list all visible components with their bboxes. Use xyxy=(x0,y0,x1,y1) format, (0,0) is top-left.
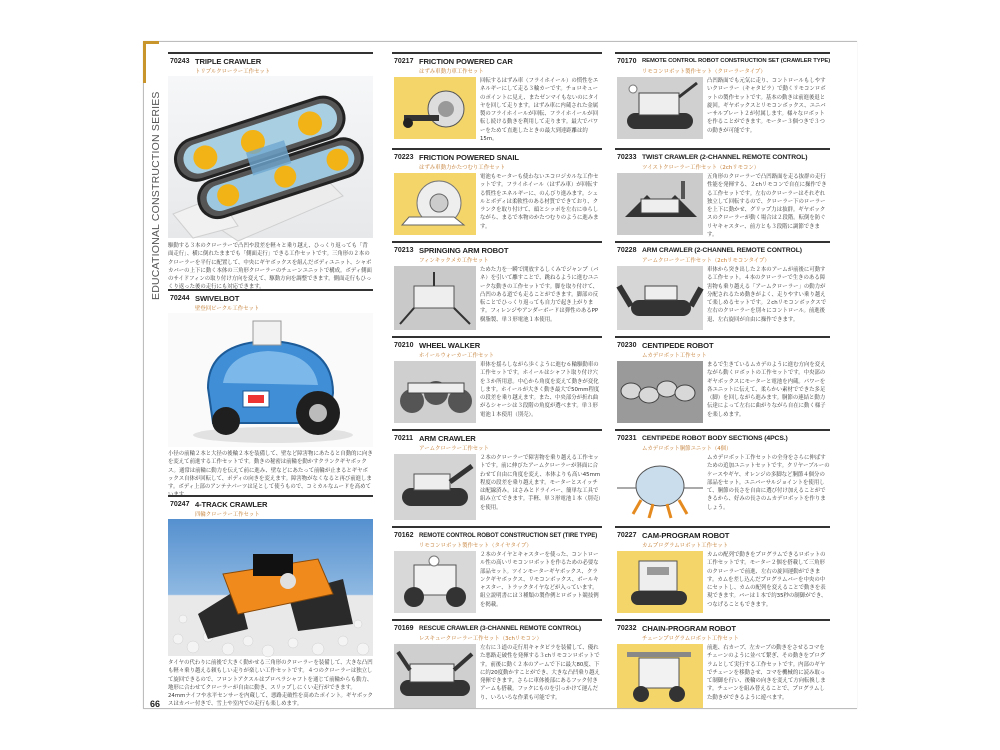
product-code: 70169 xyxy=(394,625,414,632)
product-description: 凸凹路面でも元気に走り、コントロールもしやすいクローラー（キャタピラ）で動くリモコンロボットの製作セットです。基本の動きは前進後退と旋回。ギヤボックスとリモコンボックス、ユニバーサルプレート２が付属します。様々なロボットを作ることができます。モーター３個つきで３つの動きが可能です。 xyxy=(707,78,826,134)
product-name: TWIST CRAWLER (2-CHANNEL REMOTE CONTROL) xyxy=(642,154,808,161)
product-subtitle: チェーンプログラムロボット工作セット xyxy=(642,636,739,642)
product-subtitle: ムカデロボット工作セット xyxy=(642,353,707,359)
product-name: ARM CRAWLER (2-CHANNEL REMOTE CONTROL) xyxy=(642,247,802,254)
product-code: 70210 xyxy=(394,342,414,349)
entry-header xyxy=(392,52,602,74)
product-code: 70223 xyxy=(394,154,414,161)
product-photo xyxy=(617,551,703,613)
product-subtitle: はずみ車動力かたつむり工作セット xyxy=(419,165,506,171)
entry-header xyxy=(392,526,602,548)
product-photo xyxy=(617,361,703,423)
entry-70247 xyxy=(168,495,373,708)
entry-70233 xyxy=(615,148,830,240)
product-photo xyxy=(617,266,703,330)
product-photo xyxy=(394,454,476,520)
product-code: 70227 xyxy=(617,532,637,539)
entry-70169 xyxy=(392,619,602,714)
product-description: ためた力を一瞬で開放するしくみでジャンプ（バネ）を引いて離すことで、跳ねるように進むユニークな動きの工作セットです。脚を取り付けて、凸凹のある道でも走ることができます。脚部の反転ことでひっくり返っても自力で起き上がります。フィレンジやアンダーボードは弾性のあるPP樹脂製、単３形電池１本使用。 xyxy=(480,267,599,323)
entry-header xyxy=(168,495,373,517)
product-code: 70162 xyxy=(394,532,414,539)
page-number: 66 xyxy=(150,699,161,709)
product-photo xyxy=(617,173,703,235)
product-photo xyxy=(617,454,703,520)
entry-header xyxy=(392,241,602,263)
product-subtitle: 四輪クローラー工作セット xyxy=(195,512,260,518)
entry-header xyxy=(615,52,830,74)
product-name: CENTIPEDE ROBOT BODY SECTIONS (4PCS.) xyxy=(642,435,788,442)
entry-70211 xyxy=(392,429,602,525)
product-photo xyxy=(617,77,703,139)
product-name: SWIVELBOT xyxy=(195,294,240,303)
entry-70162 xyxy=(392,526,602,618)
product-photo xyxy=(168,519,373,656)
product-photo xyxy=(617,644,703,708)
product-subtitle: アームクローラー工作セット xyxy=(419,446,489,452)
product-name: RESCUE CRAWLER (3-CHANNEL REMOTE CONTROL) xyxy=(419,625,581,632)
product-description: ２本のタイヤとキャスターを使った、コントロール性の高いリモコンロボットを作るための必要な部品セット。ツインモーターギヤボックス、クランクギヤボックス、リモコンボックス、ボールキャスター、トラックタイヤなどが入っています。組立説明書には３種類の製作例とロボット競技例を掲載。 xyxy=(480,552,599,608)
product-code: 70233 xyxy=(617,154,637,161)
product-description: 電池もモーターも使わないエコロジカルな工作セットです。フライホイール（はずみ車）が回転する慣性をエネルギーに、のんびり進みます。シェルとボディは柔軟性のある材質でできており、クランクを取り付けて、頭とシッポを左右にゆらしながら、まるで本物のかたつむりのように進みます。 xyxy=(480,174,599,230)
product-subtitle: トリプルクローラー工作セット xyxy=(195,69,271,75)
product-code: 70244 xyxy=(170,295,190,302)
product-name: WHEEL WALKER xyxy=(419,341,481,350)
product-subtitle: リモコンロボット製作セット（クローラータイプ） xyxy=(642,69,766,75)
product-code: 70170 xyxy=(617,58,637,65)
product-code: 70211 xyxy=(394,435,414,442)
product-subtitle: ホイールウォーカー工作セット xyxy=(419,353,495,359)
entry-header xyxy=(615,526,830,548)
product-photo xyxy=(168,313,373,447)
product-subtitle: レスキュークローラー工作セット（3chリモコン） xyxy=(419,636,542,642)
product-subtitle: ツイストクローラー工作セット（2chリモコン） xyxy=(642,165,760,171)
product-subtitle: リモコンロボット製作セット（タイヤタイプ） xyxy=(419,543,532,549)
product-code: 70213 xyxy=(394,247,414,254)
entry-header xyxy=(392,429,602,451)
product-description: 車体から突き出した２本のアームが前後に可動する工作セット。４本のクローラーで生きのある障害物も乗り越える「アームクローラー」の動力が分配されるため動きがよく、走りやすい乗り越えて楽しめるセットです。２chリモコンボックスで左右のクローラーを別々にコントロール。前進後退、左右旋回が自由に操作できます。 xyxy=(707,267,827,323)
product-photo xyxy=(394,644,476,708)
product-subtitle: ムカデロボット胴節ユニット（4個） xyxy=(642,446,732,452)
product-photo xyxy=(394,361,476,423)
entry-header xyxy=(392,148,602,170)
product-description: ムカデロボット工作セットの全身をさらに伸ばすための追加ユニットセットです。クリヤーブルーのケースやギヤ、オレンジの多脚など胴節４個分の部品をセット。ユニバーサルジョイントを使用して、胴節の長さを自由に選び付け加えることができるから、好みの長さのムカデロボットを作りましょう。 xyxy=(707,455,830,511)
product-name: CAM-PROGRAM ROBOT xyxy=(642,531,730,540)
product-name: REMOTE CONTROL ROBOT CONSTRUCTION SET (TIRE TYPE) xyxy=(419,532,598,539)
product-name: REMOTE CONTROL ROBOT CONSTRUCTION SET (CRAWLER TYPE) xyxy=(642,58,831,64)
entry-header xyxy=(615,241,830,263)
entry-70170 xyxy=(615,52,830,147)
entry-70213 xyxy=(392,241,602,335)
product-description: 小径の前輪２本と大径の後輪２本を装備して、壁など障害物にあたると自動的に向きを変えて前進する工作セットです。動きの秘密は前輪を動かすクランクギヤボックス。通常は前輪に動力を伝えて前に進み、壁などにあたって前輪が止まるとギヤボックス自体が回転して、ポディの向きを変えます。障害物がなくなると再び前進します。ボディ上部のアンテナパーツは足として使うもので、コミカルなムードを高めています。 xyxy=(168,451,373,499)
entry-header xyxy=(615,619,830,641)
product-description: カムの配列で動きをプログラムできるロボットの工作セットです。モーター２個を搭載して三角形のクローラーで前進、左右の旋回運動ができます。カムを差し込んだプログラムバーを中央の中にセットし、カムの配列を変えることで動きを表現できます。バーは１本で約35秒の制御ができ、つなげることもできます。 xyxy=(707,552,827,608)
product-code: 70228 xyxy=(617,247,637,254)
product-code: 70231 xyxy=(617,435,637,442)
entry-header xyxy=(168,289,373,311)
product-photo xyxy=(168,76,373,238)
product-description: まるで生きているムカデのように進む方向を変えながら動くロボットの工作セットです。中央部のギヤボックスにモーターと電池を内蔵。パワーを各ユニットに伝えて、柔らかい素材でできた多足（脚）を回しながら進みます。胴節の連結と動力伝達によって左右に曲がりながら自在に動く様子を楽しめます。 xyxy=(707,362,826,418)
product-description: ２本のクローラーで障害物を乗り越える工作セットです。前に伸びたアームクローラーが斜面に合わせて自由に角度を変え、本体よりも高い45mm程度の段差を乗り越えます。モーターとスイッチは配線済み。はさみとドライバー、簡単な工具で組み立てできます。手軽、単３形電池１本（別売）を使用。 xyxy=(480,455,601,511)
product-subtitle: はずみ車動力車工作セット xyxy=(419,69,484,75)
product-photo xyxy=(394,551,476,613)
entry-70231 xyxy=(615,429,830,525)
product-description: 五角形のクローラーで凸凹路面を走る抜群の走行性能を発揮する、２chリモコンで自在に操作できる工作セットです。左右のクローラーはそれぞれ独立して回転するので、クローラー下のローラーを上下に動かせ、グリップ力は抜群。ギヤボックスのクローラーが動く場合は２段階。転倒を防ぐリヤキャスター、前方とも３段階に調節できます。 xyxy=(707,174,827,239)
product-subtitle: アームクローラー工作セット（2chリモコンタイプ） xyxy=(642,258,770,264)
product-name: CENTIPEDE ROBOT xyxy=(642,341,714,350)
product-code: 70247 xyxy=(170,501,190,508)
entry-header xyxy=(392,619,602,641)
entry-70244 xyxy=(168,289,373,499)
product-description: タイヤの代わりに前後で大きく動かせる三角形のクローラーを装備して、大きな凸凹も軽々乗り越える頼もしい走りが楽しい工作セットです。４つのクローラーは独立して旋回できるので、フロントアクスルはプロペラシャフトを通じて前輪からも動力、地形に合わせてクローラーが自由に動き、スリップしにくい走行ができます。24mmナイフや水平センサーを内蔵して、悪路走破性を高めたポイント。ギヤボックスはカバー付きで、雪上や室内での走行も楽しめます。 xyxy=(168,660,373,708)
product-description: 駆動する３本のクローラーで凸凹や段差を軽々と乗り越え、ひっくり返っても「背面走行」、横に倒れたままでも「側面走行」できる工作セットです。三角形の２本のクローラーを平行に配置して、中央にギヤボックスを組んだボディユニット、シャボカバーの上下に動く本体の三角形クローラーのチェーンユニットで構成。ボディ側面のサイドフィンの取り付け方向を変えて、駆動方向を調整できます。側面走行もひっくり返った後の走行にも対応できます。 xyxy=(168,243,372,291)
product-name: FRICTION POWERED CAR xyxy=(419,57,513,66)
product-subtitle: 壁登回ビークル工作セット xyxy=(195,306,260,312)
entry-header xyxy=(392,336,602,358)
product-code: 70232 xyxy=(617,625,637,632)
product-name: CHAIN-PROGRAM ROBOT xyxy=(642,624,736,633)
product-name: FRICTION POWERED SNAIL xyxy=(419,153,519,162)
entry-header xyxy=(168,52,373,74)
product-name: ARM CRAWLER xyxy=(419,434,476,443)
entry-70217 xyxy=(392,52,602,147)
product-code: 70230 xyxy=(617,342,637,349)
product-photo xyxy=(394,266,476,330)
product-code: 70243 xyxy=(170,58,190,65)
product-name: SPRINGING ARM ROBOT xyxy=(419,246,509,255)
product-description: 左右に３道の走行用キャタピラを装備して、優れた悪路走破性を発揮する３chリモコンロボットです。前後に動く２本のアームで下に最大80度、下に約20度動かすことができ、大きな凸凹乗り越え発揮できます。さらに車体後部にあるフック付きアームも搭載。フックにものを引っかけて運んだり、いろいろな作業も可能です。 xyxy=(480,645,600,701)
entry-70223 xyxy=(392,148,602,240)
product-subtitle: カムプログラムロボット工作セット xyxy=(642,543,729,549)
product-name: TRIPLE CRAWLER xyxy=(195,57,262,66)
entry-70227 xyxy=(615,526,830,618)
entry-header xyxy=(615,429,830,451)
series-label: EDUCATIONAL CONSTRUCTION SERIES xyxy=(150,91,162,300)
product-description: 回転するはずみ車（フライホイール）の慣性をエネルギーにして走る３輪カーです。チョロキューのポイントに見え、またゼンマイもないのにタイヤを回して走ります。はずみ車に内蔵された金属製のフライホイールが回転、フライホイールが回転し続ける動きを利用して走ります。最大でパワーをためて直進したときの最大到達距離は約15m。 xyxy=(480,78,599,143)
product-description: 車体を揺らしながら歩くように進む６輪駆動車の工作セットです。ホイールはシャフト取り付け穴を３か所用意。中心から角度を変えて動きが変化します。ホイールが大きく動き最大で50mm程度の段差を乗り越えます。また、中央部分が折れ曲がるシャーシは３段階の角度が選べます。単３形電池１本使用（別売）。 xyxy=(480,362,600,418)
entry-70230 xyxy=(615,336,830,428)
entry-70232 xyxy=(615,619,830,714)
product-code: 70217 xyxy=(394,58,414,65)
entry-70210 xyxy=(392,336,602,428)
entry-70228 xyxy=(615,241,830,335)
product-subtitle: フィンキックメカ工作セット xyxy=(419,258,489,264)
product-name: 4-TRACK CRAWLER xyxy=(195,500,268,509)
product-description: 前進、右カーブ、左カーブの動きをさせるコマをチェーンのように並べて繋ぎ、その動きをプログラムとして実行する工作セットです。内部のギヤでチェーンを移動させ、コマを機械的に読み取って制御を行い、後輪の向きを変えて方向転換します。チェーンを組み替えることで、プログラムした動きができるように遊べます。 xyxy=(707,645,826,701)
entry-header xyxy=(615,336,830,358)
entry-header xyxy=(615,148,830,170)
entry-70243 xyxy=(168,52,373,291)
product-photo xyxy=(394,173,476,235)
product-photo xyxy=(394,77,476,139)
